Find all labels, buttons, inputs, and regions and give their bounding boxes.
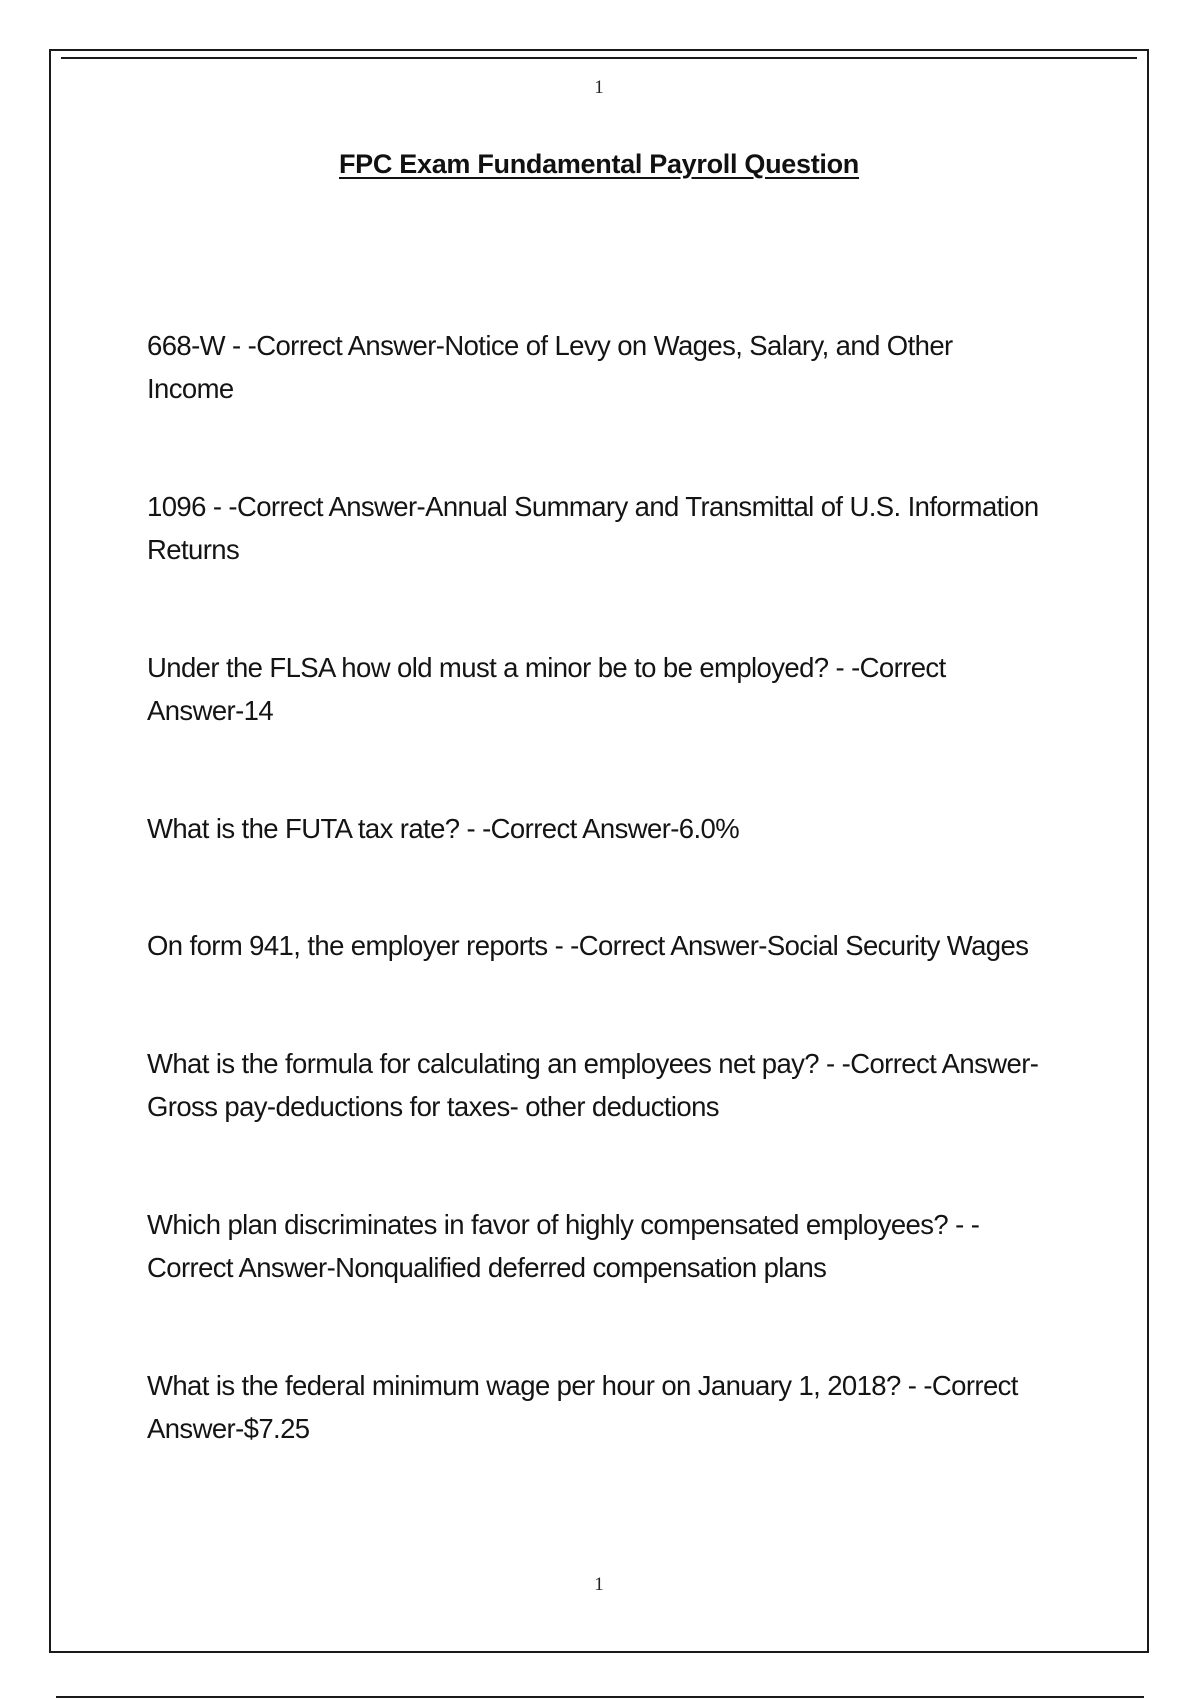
qa-line: Which plan discriminates in favor of highly compensated employees? - - [147,1209,980,1240]
page-number-top: 1 [594,77,604,98]
qa-line: Correct Answer-Nonqualified deferred compensation plans [147,1252,827,1283]
qa-line: Gross pay-deductions for taxes- other deductions [147,1091,719,1122]
qa-item-minimum-wage [147,1364,1107,1450]
qa-line: What is the formula for calculating an employees net pay? - -Correct Answer- [147,1048,1039,1079]
qa-line: What is the federal minimum wage per hour on January 1, 2018? - -Correct [147,1370,1018,1401]
qa-line: Under the FLSA how old must a minor be to be employed? - -Correct [147,652,946,683]
next-page-rule [56,1696,1144,1698]
qa-item-futa-rate [147,807,1107,850]
qa-line: What is the FUTA tax rate? - -Correct Answer-6.0% [147,813,740,844]
qa-item-668w [147,324,1107,410]
qa-line: 668-W - -Correct Answer-Notice of Levy on Wages, Salary, and Other [147,330,953,361]
qa-line: Income [147,373,234,404]
qa-line: On form 941, the employer reports - -Correct Answer-Social Security Wages [147,930,1029,961]
top-rule [61,57,1137,59]
qa-line: Answer-14 [147,695,274,726]
qa-item-net-pay [147,1042,1107,1128]
qa-item-form-941 [147,924,1107,967]
qa-item-1096 [147,485,1107,571]
page-number-bottom: 1 [594,1574,604,1595]
qa-line: Answer-$7.25 [147,1413,310,1444]
page-frame [49,49,1149,1653]
qa-line: Returns [147,534,240,565]
page-title: FPC Exam Fundamental Payroll Question [338,149,859,179]
qa-line: 1096 - -Correct Answer-Annual Summary and Transmittal of U.S. Information [147,491,1039,522]
qa-item-nonqualified-plan [147,1203,1107,1289]
qa-item-flsa-minor-age [147,646,1107,732]
